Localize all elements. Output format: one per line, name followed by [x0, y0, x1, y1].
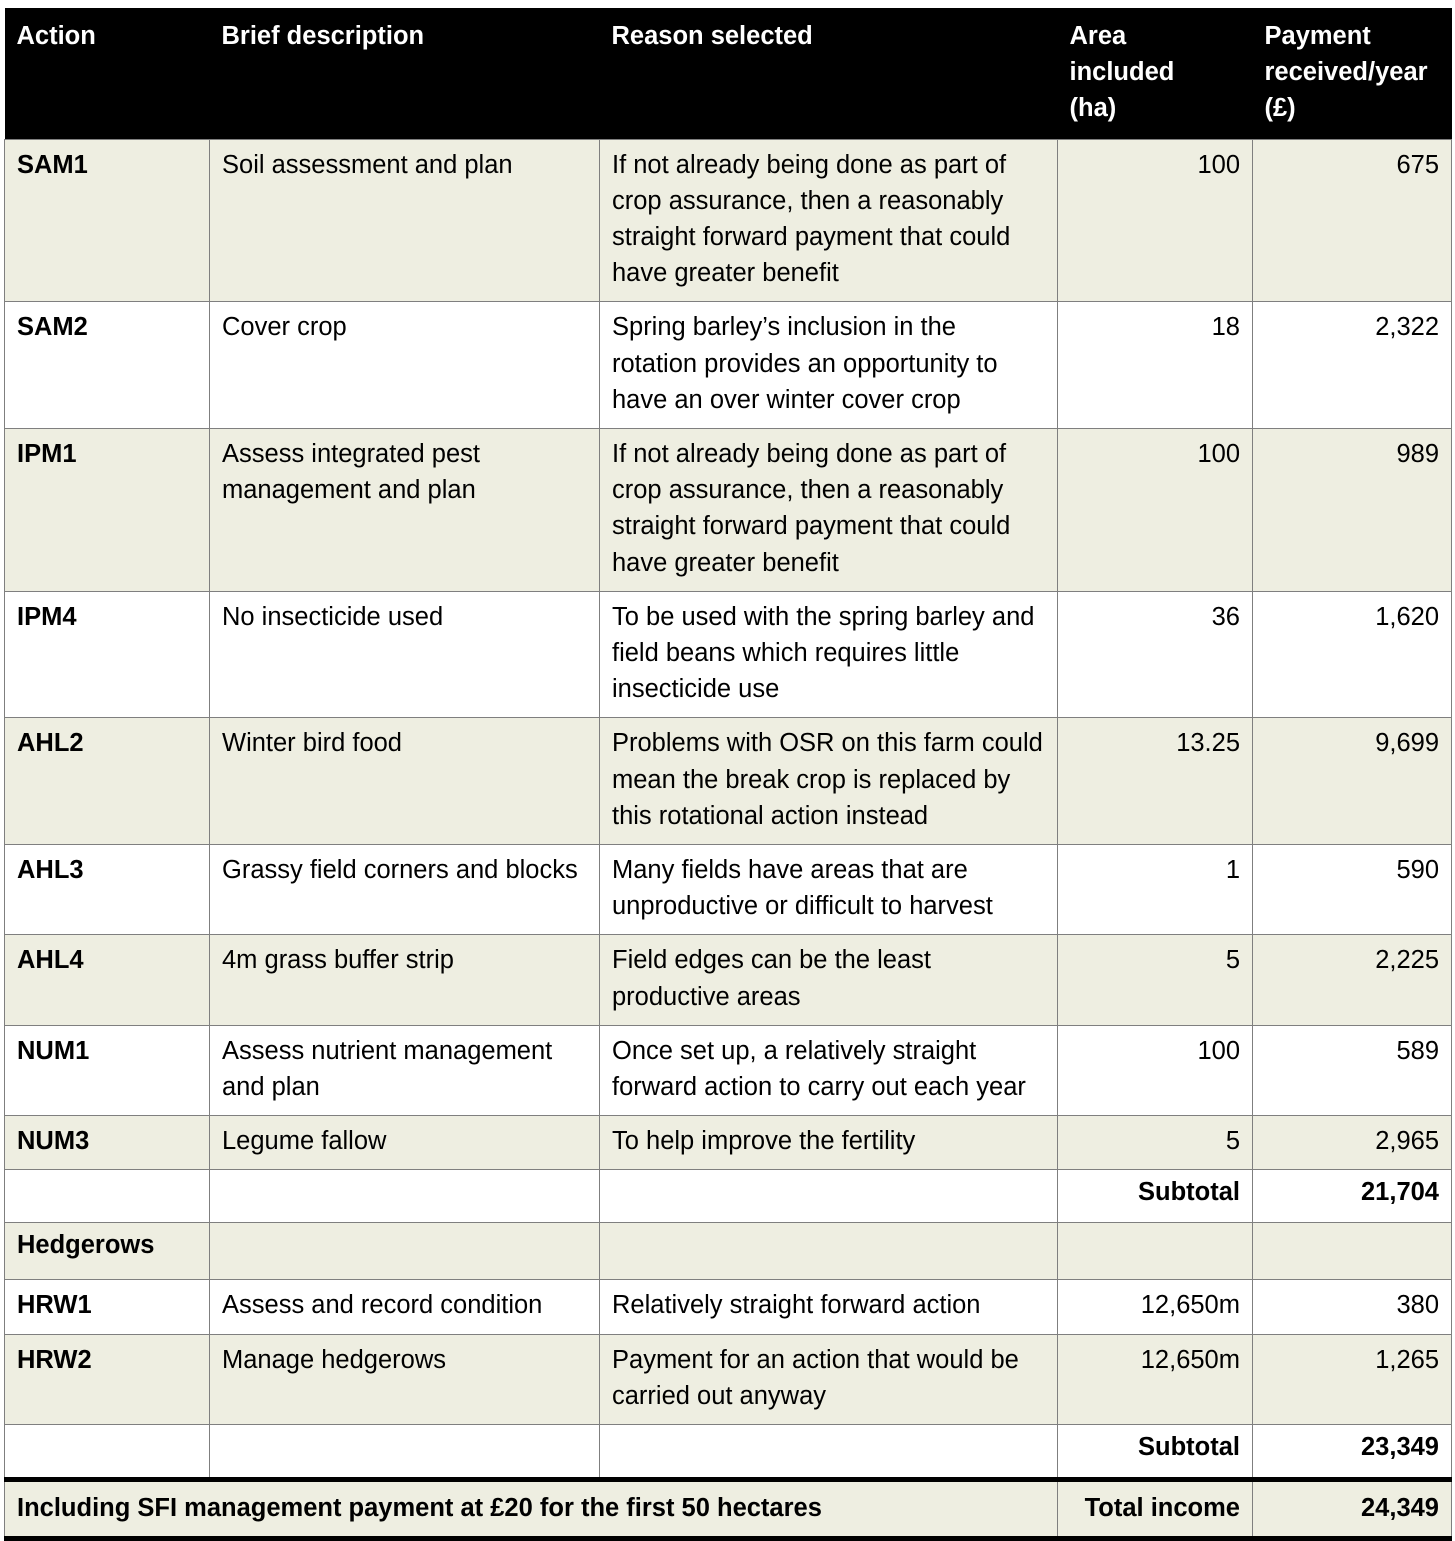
cell-reason: If not already being done as part of crop assurance, then a reasonably straight forward payment that could have greater benefit — [600, 139, 1058, 302]
cell-description: Cover crop — [210, 302, 600, 429]
cell-action: IPM4 — [5, 591, 210, 718]
cell-empty-reason — [600, 1425, 1058, 1480]
cell-action: NUM3 — [5, 1116, 210, 1170]
column-header-reason-selected: Reason selected — [600, 8, 1058, 139]
table-row — [5, 1025, 1452, 1115]
cell-payment: 1,265 — [1253, 1334, 1452, 1424]
table-row — [5, 935, 1452, 1025]
cell-empty-area — [1058, 1223, 1253, 1280]
cell-empty-description — [210, 1425, 600, 1480]
cell-payment: 590 — [1253, 845, 1452, 935]
column-header-action: Action — [5, 8, 210, 139]
column-header-payment-line-3: (£) — [1264, 94, 1296, 123]
cell-reason: Problems with OSR on this farm could mean the break crop is replaced by this rotational action instead — [600, 718, 1058, 845]
cell-area: 13.25 — [1058, 718, 1253, 845]
cell-reason: If not already being done as part of crop assurance, then a reasonably straight forward payment that could have greater benefit — [600, 429, 1058, 592]
subtotal-row-1 — [5, 1170, 1452, 1223]
column-header-brief-description: Brief description — [210, 8, 600, 139]
cell-description: Assess and record condition — [210, 1280, 600, 1334]
column-header-area-included — [1058, 8, 1253, 139]
cell-area: 100 — [1058, 139, 1253, 302]
column-header-payment-received — [1253, 8, 1452, 139]
table-row — [5, 591, 1452, 718]
cell-action: SAM2 — [5, 302, 210, 429]
table-row — [5, 1334, 1452, 1424]
cell-empty-description — [210, 1223, 600, 1280]
cell-area: 12,650m — [1058, 1280, 1253, 1334]
cell-area: 12,650m — [1058, 1334, 1253, 1424]
cell-description: Assess nutrient management and plan — [210, 1025, 600, 1115]
cell-description: Assess integrated pest management and plan — [210, 429, 600, 592]
table-row — [5, 302, 1452, 429]
sfi-actions-table — [4, 8, 1452, 1541]
cell-description: Soil assessment and plan — [210, 139, 600, 302]
group-heading-row-hedgerows — [5, 1223, 1452, 1280]
table-header-row — [5, 8, 1452, 139]
total-value: 24,349 — [1253, 1480, 1452, 1539]
cell-area: 100 — [1058, 1025, 1253, 1115]
total-note: Including SFI management payment at £20 for the first 50 hectares — [5, 1480, 1058, 1539]
table-row — [5, 1280, 1452, 1334]
cell-payment: 9,699 — [1253, 718, 1452, 845]
cell-description: Winter bird food — [210, 718, 600, 845]
table-body — [5, 139, 1452, 1539]
column-header-payment-line-1: Payment — [1264, 22, 1371, 50]
column-header-area-line-2: included — [1069, 58, 1175, 87]
cell-reason: Payment for an action that would be carried out anyway — [600, 1334, 1058, 1424]
cell-reason: Relatively straight forward action — [600, 1280, 1058, 1334]
cell-reason: Once set up, a relatively straight forward action to carry out each year — [600, 1025, 1058, 1115]
subtotal-value: 21,704 — [1253, 1170, 1452, 1223]
cell-payment: 2,965 — [1253, 1116, 1452, 1170]
cell-action: HRW2 — [5, 1334, 210, 1424]
column-header-area-line-3: (ha) — [1069, 94, 1117, 123]
cell-payment: 989 — [1253, 429, 1452, 592]
subtotal-value: 23,349 — [1253, 1425, 1452, 1480]
cell-area: 18 — [1058, 302, 1253, 429]
cell-description: Manage hedgerows — [210, 1334, 600, 1424]
cell-payment: 675 — [1253, 139, 1452, 302]
group-heading-label: Hedgerows — [5, 1223, 210, 1280]
cell-description: 4m grass buffer strip — [210, 935, 600, 1025]
subtotal-row-2 — [5, 1425, 1452, 1480]
subtotal-label: Subtotal — [1058, 1170, 1253, 1223]
table-row — [5, 1116, 1452, 1170]
table-row — [5, 429, 1452, 592]
cell-reason: To help improve the fertility — [600, 1116, 1058, 1170]
cell-payment: 589 — [1253, 1025, 1452, 1115]
cell-payment: 1,620 — [1253, 591, 1452, 718]
total-income-row — [5, 1480, 1452, 1539]
cell-action: NUM1 — [5, 1025, 210, 1115]
total-label: Total income — [1058, 1480, 1253, 1539]
table-row — [5, 718, 1452, 845]
cell-empty-payment — [1253, 1223, 1452, 1280]
cell-reason: Spring barley’s inclusion in the rotation provides an opportunity to have an over winter cover crop — [600, 302, 1058, 429]
cell-area: 5 — [1058, 935, 1253, 1025]
cell-action: AHL4 — [5, 935, 210, 1025]
table-row — [5, 845, 1452, 935]
cell-empty-reason — [600, 1170, 1058, 1223]
cell-payment: 2,225 — [1253, 935, 1452, 1025]
subtotal-label: Subtotal — [1058, 1425, 1253, 1480]
cell-reason: Field edges can be the least productive areas — [600, 935, 1058, 1025]
cell-description: No insecticide used — [210, 591, 600, 718]
cell-area: 1 — [1058, 845, 1253, 935]
column-header-payment-line-2: received/year — [1264, 58, 1428, 87]
cell-action: IPM1 — [5, 429, 210, 592]
table-row — [5, 139, 1452, 302]
cell-action: AHL3 — [5, 845, 210, 935]
cell-payment: 380 — [1253, 1280, 1452, 1334]
cell-area: 100 — [1058, 429, 1253, 592]
cell-description: Grassy field corners and blocks — [210, 845, 600, 935]
cell-payment: 2,322 — [1253, 302, 1452, 429]
cell-description: Legume fallow — [210, 1116, 600, 1170]
cell-empty-action — [5, 1425, 210, 1480]
table-header — [5, 8, 1452, 139]
cell-reason: To be used with the spring barley and field beans which requires little insecticide use — [600, 591, 1058, 718]
cell-action: HRW1 — [5, 1280, 210, 1334]
cell-empty-description — [210, 1170, 600, 1223]
cell-area: 5 — [1058, 1116, 1253, 1170]
cell-empty-action — [5, 1170, 210, 1223]
cell-empty-reason — [600, 1223, 1058, 1280]
column-header-area-line-1: Area — [1069, 22, 1127, 50]
cell-reason: Many fields have areas that are unproductive or difficult to harvest — [600, 845, 1058, 935]
cell-action: AHL2 — [5, 718, 210, 845]
cell-action: SAM1 — [5, 139, 210, 302]
cell-area: 36 — [1058, 591, 1253, 718]
